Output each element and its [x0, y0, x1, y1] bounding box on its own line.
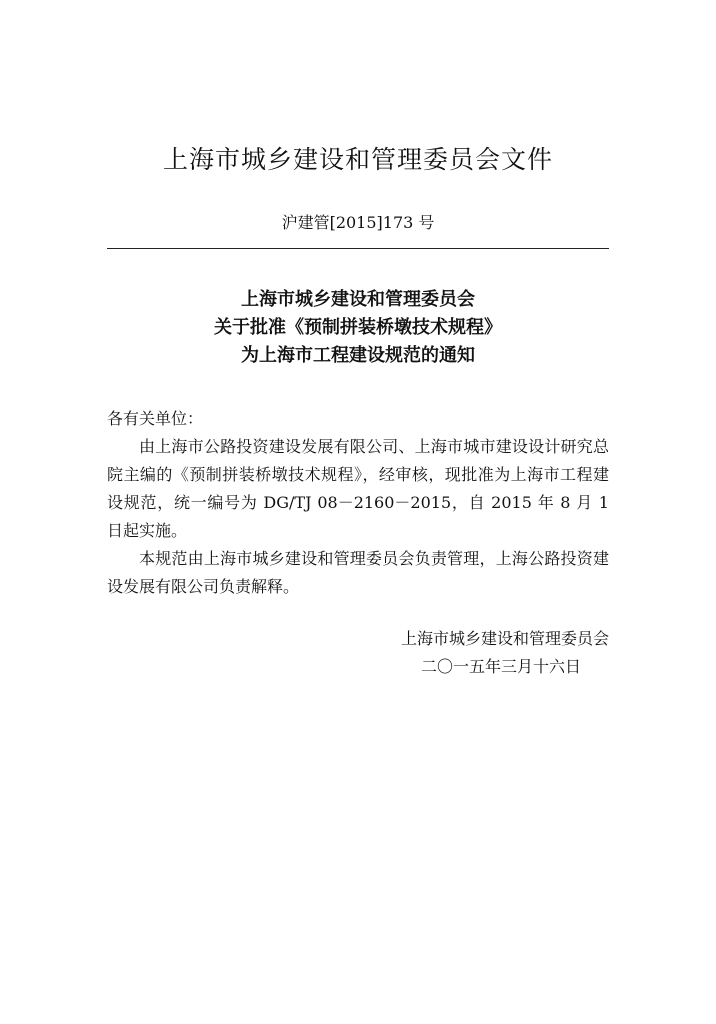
notice-title-line-2: 关于批准《预制拼装桥墩技术规程》	[214, 317, 502, 338]
salutation: 各有关单位：	[107, 409, 204, 428]
body-paragraph-2: 本规范由上海市城乡建设和管理委员会负责管理，上海公路投资建设发展有限公司负责解释。	[107, 549, 609, 596]
signature-organization: 上海市城乡建设和管理委员会	[400, 629, 609, 648]
signature-block	[309, 625, 609, 681]
notice-body	[107, 405, 609, 601]
notice-title-line-1: 上海市城乡建设和管理委员会	[241, 289, 475, 310]
notice-title-line-3: 为上海市工程建设规范的通知	[241, 345, 475, 366]
signature-date: 二〇一五年三月十六日	[420, 657, 581, 676]
issuer-title: 上海市城乡建设和管理委员会文件	[162, 145, 553, 174]
body-paragraph-1: 由上海市公路投资建设发展有限公司、上海市城市建设设计研究总院主编的《预制拼装桥墩技术规程》，经审核，现批准为上海市工程建设规范，统一编号为 DG/TJ 08－2160－2015，自 2015 年 8 月 1 日起实施。	[107, 437, 609, 540]
document-number: 沪建管[2015]173 号	[281, 213, 435, 232]
header-divider	[107, 248, 609, 249]
notice-title	[0, 286, 716, 370]
